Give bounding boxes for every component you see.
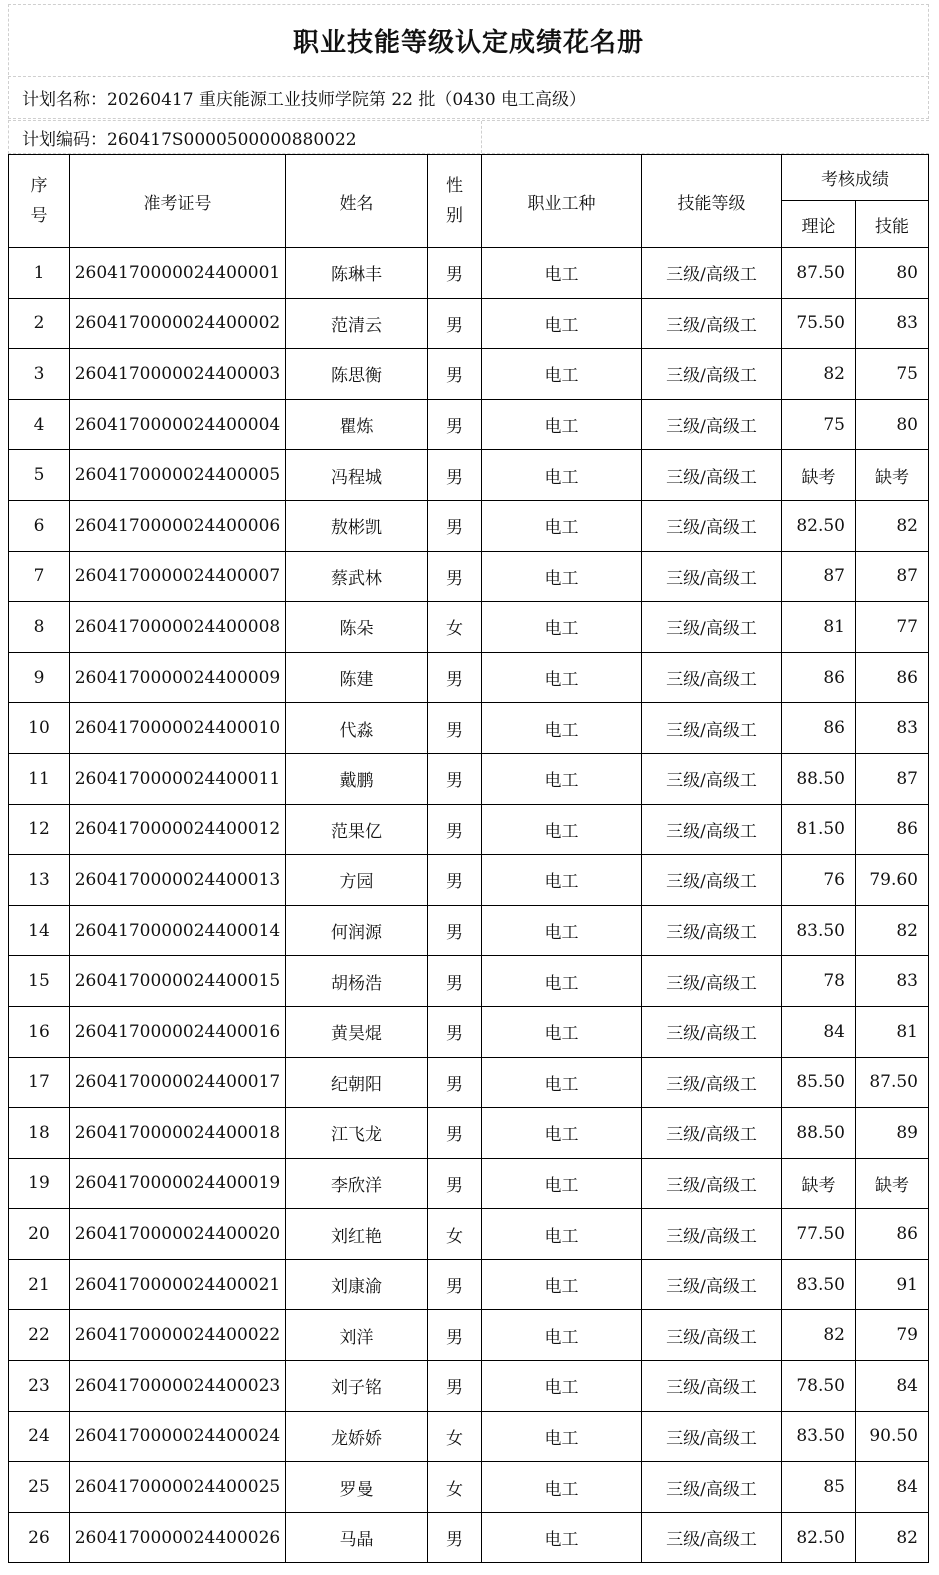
cell-skill: 79.60	[856, 855, 929, 906]
header-theory: 理论	[782, 201, 856, 248]
cell-skill-level: 三级/高级工	[642, 1158, 782, 1209]
cell-seq: 26	[9, 1512, 70, 1563]
cell-gender: 男	[428, 1158, 482, 1209]
cell-skill: 86	[856, 1209, 929, 1260]
cell-theory: 81	[782, 602, 856, 653]
cell-skill-level: 三级/高级工	[642, 753, 782, 804]
cell-gender: 女	[428, 1462, 482, 1513]
cell-admission-no: 2604170000024400008	[70, 602, 286, 653]
cell-name: 刘康渝	[286, 1259, 428, 1310]
plan-name-row	[8, 76, 929, 119]
cell-theory: 缺考	[782, 450, 856, 501]
cell-theory: 81.50	[782, 804, 856, 855]
cell-skill-level: 三级/高级工	[642, 1006, 782, 1057]
cell-gender: 女	[428, 602, 482, 653]
table-body	[9, 248, 929, 1563]
cell-theory: 82.50	[782, 500, 856, 551]
cell-seq: 9	[9, 652, 70, 703]
cell-name: 纪朝阳	[286, 1057, 428, 1108]
cell-gender: 男	[428, 1057, 482, 1108]
cell-name: 敖彬凯	[286, 500, 428, 551]
cell-seq: 3	[9, 349, 70, 400]
cell-seq: 19	[9, 1158, 70, 1209]
cell-name: 陈建	[286, 652, 428, 703]
cell-admission-no: 2604170000024400024	[70, 1411, 286, 1462]
cell-name: 黄昊焜	[286, 1006, 428, 1057]
cell-skill: 82	[856, 500, 929, 551]
cell-theory: 84	[782, 1006, 856, 1057]
cell-skill: 87	[856, 753, 929, 804]
table-row	[9, 500, 929, 551]
header-skill-level: 技能等级	[642, 155, 782, 248]
cell-name: 胡杨浩	[286, 956, 428, 1007]
cell-occupation: 电工	[482, 602, 642, 653]
cell-occupation: 电工	[482, 1158, 642, 1209]
cell-admission-no: 2604170000024400004	[70, 399, 286, 450]
table-row	[9, 1209, 929, 1260]
page-title: 职业技能等级认定成绩花名册	[292, 27, 644, 58]
cell-theory: 85.50	[782, 1057, 856, 1108]
cell-admission-no: 2604170000024400018	[70, 1108, 286, 1159]
cell-name: 江飞龙	[286, 1108, 428, 1159]
cell-occupation: 电工	[482, 450, 642, 501]
cell-seq: 12	[9, 804, 70, 855]
cell-seq: 1	[9, 248, 70, 299]
plan-name: 计划名称：20260417 重庆能源工业技师学院第 22 批（0430 电工高级）	[22, 90, 587, 110]
cell-occupation: 电工	[482, 905, 642, 956]
cell-skill-level: 三级/高级工	[642, 399, 782, 450]
table-row	[9, 652, 929, 703]
cell-seq: 22	[9, 1310, 70, 1361]
cell-theory: 77.50	[782, 1209, 856, 1260]
cell-seq: 18	[9, 1108, 70, 1159]
cell-skill: 84	[856, 1462, 929, 1513]
cell-admission-no: 2604170000024400021	[70, 1259, 286, 1310]
cell-occupation: 电工	[482, 1411, 642, 1462]
cell-occupation: 电工	[482, 956, 642, 1007]
cell-admission-no: 2604170000024400015	[70, 956, 286, 1007]
cell-theory: 78	[782, 956, 856, 1007]
cell-admission-no: 2604170000024400006	[70, 500, 286, 551]
plan-code: 计划编码：260417S0000500000880022	[22, 129, 357, 150]
cell-gender: 男	[428, 500, 482, 551]
header-seq	[9, 155, 70, 248]
cell-theory: 82.50	[782, 1512, 856, 1563]
cell-skill: 86	[856, 652, 929, 703]
cell-admission-no: 2604170000024400025	[70, 1462, 286, 1513]
cell-name: 李欣洋	[286, 1158, 428, 1209]
cell-seq: 14	[9, 905, 70, 956]
cell-seq: 20	[9, 1209, 70, 1260]
cell-theory: 83.50	[782, 1411, 856, 1462]
header-gender	[428, 155, 482, 248]
cell-gender: 男	[428, 804, 482, 855]
cell-seq: 4	[9, 399, 70, 450]
cell-admission-no: 2604170000024400017	[70, 1057, 286, 1108]
table-row	[9, 298, 929, 349]
cell-theory: 缺考	[782, 1158, 856, 1209]
cell-occupation: 电工	[482, 1462, 642, 1513]
cell-skill-level: 三级/高级工	[642, 1462, 782, 1513]
plan-code-row	[8, 120, 929, 154]
cell-seq: 7	[9, 551, 70, 602]
header-admission-no: 准考证号	[70, 155, 286, 248]
cell-seq: 15	[9, 956, 70, 1007]
cell-gender: 男	[428, 905, 482, 956]
cell-skill: 83	[856, 298, 929, 349]
cell-occupation: 电工	[482, 1108, 642, 1159]
cell-name: 冯程城	[286, 450, 428, 501]
cell-occupation: 电工	[482, 652, 642, 703]
cell-admission-no: 2604170000024400011	[70, 753, 286, 804]
cell-seq: 8	[9, 602, 70, 653]
cell-skill: 80	[856, 248, 929, 299]
cell-name: 刘子铭	[286, 1361, 428, 1412]
header-name: 姓名	[286, 155, 428, 248]
cell-occupation: 电工	[482, 551, 642, 602]
cell-occupation: 电工	[482, 298, 642, 349]
table-row	[9, 602, 929, 653]
cell-admission-no: 2604170000024400022	[70, 1310, 286, 1361]
cell-theory: 75.50	[782, 298, 856, 349]
cell-seq: 13	[9, 855, 70, 906]
header-seq-label: 序号	[30, 176, 48, 226]
cell-name: 范清云	[286, 298, 428, 349]
cell-admission-no: 2604170000024400013	[70, 855, 286, 906]
cell-skill: 87	[856, 551, 929, 602]
cell-skill: 79	[856, 1310, 929, 1361]
cell-skill: 89	[856, 1108, 929, 1159]
cell-theory: 88.50	[782, 753, 856, 804]
cell-gender: 女	[428, 1411, 482, 1462]
cell-theory: 85	[782, 1462, 856, 1513]
cell-seq: 17	[9, 1057, 70, 1108]
header-occupation: 职业工种	[482, 155, 642, 248]
table-row	[9, 1006, 929, 1057]
cell-admission-no: 2604170000024400014	[70, 905, 286, 956]
cell-theory: 82	[782, 349, 856, 400]
cell-theory: 83.50	[782, 905, 856, 956]
cell-admission-no: 2604170000024400010	[70, 703, 286, 754]
cell-skill: 缺考	[856, 1158, 929, 1209]
cell-skill: 84	[856, 1361, 929, 1412]
cell-theory: 82	[782, 1310, 856, 1361]
cell-occupation: 电工	[482, 1057, 642, 1108]
table-row	[9, 1259, 929, 1310]
cell-skill-level: 三级/高级工	[642, 551, 782, 602]
cell-skill-level: 三级/高级工	[642, 905, 782, 956]
cell-occupation: 电工	[482, 1310, 642, 1361]
cell-name: 刘红艳	[286, 1209, 428, 1260]
table-row	[9, 551, 929, 602]
cell-admission-no: 2604170000024400002	[70, 298, 286, 349]
table-row	[9, 956, 929, 1007]
cell-occupation: 电工	[482, 753, 642, 804]
cell-seq: 25	[9, 1462, 70, 1513]
cell-seq: 16	[9, 1006, 70, 1057]
cell-admission-no: 2604170000024400016	[70, 1006, 286, 1057]
cell-seq: 5	[9, 450, 70, 501]
cell-skill-level: 三级/高级工	[642, 298, 782, 349]
cell-skill-level: 三级/高级工	[642, 1209, 782, 1260]
cell-skill-level: 三级/高级工	[642, 248, 782, 299]
cell-occupation: 电工	[482, 855, 642, 906]
cell-seq: 11	[9, 753, 70, 804]
cell-name: 戴鹏	[286, 753, 428, 804]
cell-name: 蔡武林	[286, 551, 428, 602]
cell-seq: 23	[9, 1361, 70, 1412]
cell-gender: 女	[428, 1209, 482, 1260]
cell-admission-no: 2604170000024400019	[70, 1158, 286, 1209]
table-row	[9, 905, 929, 956]
cell-name: 范果亿	[286, 804, 428, 855]
cell-admission-no: 2604170000024400023	[70, 1361, 286, 1412]
cell-name: 何润源	[286, 905, 428, 956]
cell-divider	[481, 121, 482, 153]
cell-name: 陈思衡	[286, 349, 428, 400]
table-row	[9, 399, 929, 450]
cell-skill-level: 三级/高级工	[642, 602, 782, 653]
title-box	[8, 4, 929, 75]
cell-seq: 6	[9, 500, 70, 551]
table-row	[9, 1411, 929, 1462]
cell-skill: 86	[856, 804, 929, 855]
cell-skill-level: 三级/高级工	[642, 500, 782, 551]
cell-skill: 83	[856, 703, 929, 754]
cell-gender: 男	[428, 399, 482, 450]
cell-admission-no: 2604170000024400012	[70, 804, 286, 855]
header-scores: 考核成绩	[782, 155, 929, 201]
cell-name: 马晶	[286, 1512, 428, 1563]
cell-name: 罗曼	[286, 1462, 428, 1513]
table-row	[9, 1057, 929, 1108]
cell-occupation: 电工	[482, 1259, 642, 1310]
cell-gender: 男	[428, 855, 482, 906]
cell-theory: 78.50	[782, 1361, 856, 1412]
cell-theory: 87.50	[782, 248, 856, 299]
cell-gender: 男	[428, 1259, 482, 1310]
cell-seq: 24	[9, 1411, 70, 1462]
cell-skill: 82	[856, 905, 929, 956]
cell-admission-no: 2604170000024400007	[70, 551, 286, 602]
cell-skill: 91	[856, 1259, 929, 1310]
cell-skill-level: 三级/高级工	[642, 1057, 782, 1108]
cell-name: 瞿炼	[286, 399, 428, 450]
header-gender-label: 性别	[446, 176, 463, 226]
cell-seq: 10	[9, 703, 70, 754]
table-row	[9, 1310, 929, 1361]
cell-admission-no: 2604170000024400020	[70, 1209, 286, 1260]
cell-theory: 75	[782, 399, 856, 450]
table-row	[9, 855, 929, 906]
cell-skill-level: 三级/高级工	[642, 1411, 782, 1462]
cell-theory: 87	[782, 551, 856, 602]
cell-skill-level: 三级/高级工	[642, 1310, 782, 1361]
score-roster-table	[8, 154, 929, 1563]
cell-occupation: 电工	[482, 349, 642, 400]
cell-theory: 88.50	[782, 1108, 856, 1159]
table-row	[9, 1158, 929, 1209]
cell-skill-level: 三级/高级工	[642, 855, 782, 906]
table-row	[9, 349, 929, 400]
cell-occupation: 电工	[482, 248, 642, 299]
cell-skill-level: 三级/高级工	[642, 652, 782, 703]
table-row	[9, 804, 929, 855]
cell-occupation: 电工	[482, 703, 642, 754]
cell-gender: 男	[428, 956, 482, 1007]
cell-skill-level: 三级/高级工	[642, 1361, 782, 1412]
cell-skill: 81	[856, 1006, 929, 1057]
cell-gender: 男	[428, 349, 482, 400]
table-row	[9, 248, 929, 299]
cell-gender: 男	[428, 1512, 482, 1563]
table-row	[9, 1361, 929, 1412]
cell-gender: 男	[428, 1006, 482, 1057]
table-row	[9, 753, 929, 804]
cell-gender: 男	[428, 248, 482, 299]
cell-skill-level: 三级/高级工	[642, 450, 782, 501]
cell-skill: 83	[856, 956, 929, 1007]
cell-skill-level: 三级/高级工	[642, 349, 782, 400]
table-row	[9, 1108, 929, 1159]
cell-skill: 90.50	[856, 1411, 929, 1462]
cell-theory: 83.50	[782, 1259, 856, 1310]
cell-name: 代淼	[286, 703, 428, 754]
table-row	[9, 1462, 929, 1513]
cell-admission-no: 2604170000024400001	[70, 248, 286, 299]
cell-theory: 86	[782, 652, 856, 703]
cell-seq: 2	[9, 298, 70, 349]
cell-gender: 男	[428, 753, 482, 804]
cell-skill: 82	[856, 1512, 929, 1563]
cell-skill: 75	[856, 349, 929, 400]
cell-gender: 男	[428, 298, 482, 349]
cell-skill-level: 三级/高级工	[642, 703, 782, 754]
cell-skill-level: 三级/高级工	[642, 1108, 782, 1159]
table-header-row	[9, 155, 929, 201]
cell-gender: 男	[428, 652, 482, 703]
cell-theory: 76	[782, 855, 856, 906]
cell-occupation: 电工	[482, 1512, 642, 1563]
cell-skill-level: 三级/高级工	[642, 1259, 782, 1310]
cell-skill-level: 三级/高级工	[642, 1512, 782, 1563]
cell-occupation: 电工	[482, 804, 642, 855]
cell-admission-no: 2604170000024400009	[70, 652, 286, 703]
cell-occupation: 电工	[482, 1209, 642, 1260]
cell-skill: 80	[856, 399, 929, 450]
cell-seq: 21	[9, 1259, 70, 1310]
cell-gender: 男	[428, 1310, 482, 1361]
table-row	[9, 703, 929, 754]
cell-skill-level: 三级/高级工	[642, 956, 782, 1007]
cell-skill-level: 三级/高级工	[642, 804, 782, 855]
cell-gender: 男	[428, 1361, 482, 1412]
cell-occupation: 电工	[482, 399, 642, 450]
cell-name: 陈朵	[286, 602, 428, 653]
table-row	[9, 450, 929, 501]
table-row	[9, 1512, 929, 1563]
cell-name: 陈琳丰	[286, 248, 428, 299]
cell-skill: 87.50	[856, 1057, 929, 1108]
cell-occupation: 电工	[482, 1361, 642, 1412]
cell-gender: 男	[428, 450, 482, 501]
cell-admission-no: 2604170000024400005	[70, 450, 286, 501]
cell-gender: 男	[428, 703, 482, 754]
cell-name: 龙娇娇	[286, 1411, 428, 1462]
cell-occupation: 电工	[482, 1006, 642, 1057]
cell-admission-no: 2604170000024400003	[70, 349, 286, 400]
header-skill: 技能	[856, 201, 929, 248]
cell-name: 方园	[286, 855, 428, 906]
cell-skill: 缺考	[856, 450, 929, 501]
cell-gender: 男	[428, 551, 482, 602]
cell-name: 刘洋	[286, 1310, 428, 1361]
cell-theory: 86	[782, 703, 856, 754]
cell-gender: 男	[428, 1108, 482, 1159]
cell-occupation: 电工	[482, 500, 642, 551]
cell-skill: 77	[856, 602, 929, 653]
cell-admission-no: 2604170000024400026	[70, 1512, 286, 1563]
